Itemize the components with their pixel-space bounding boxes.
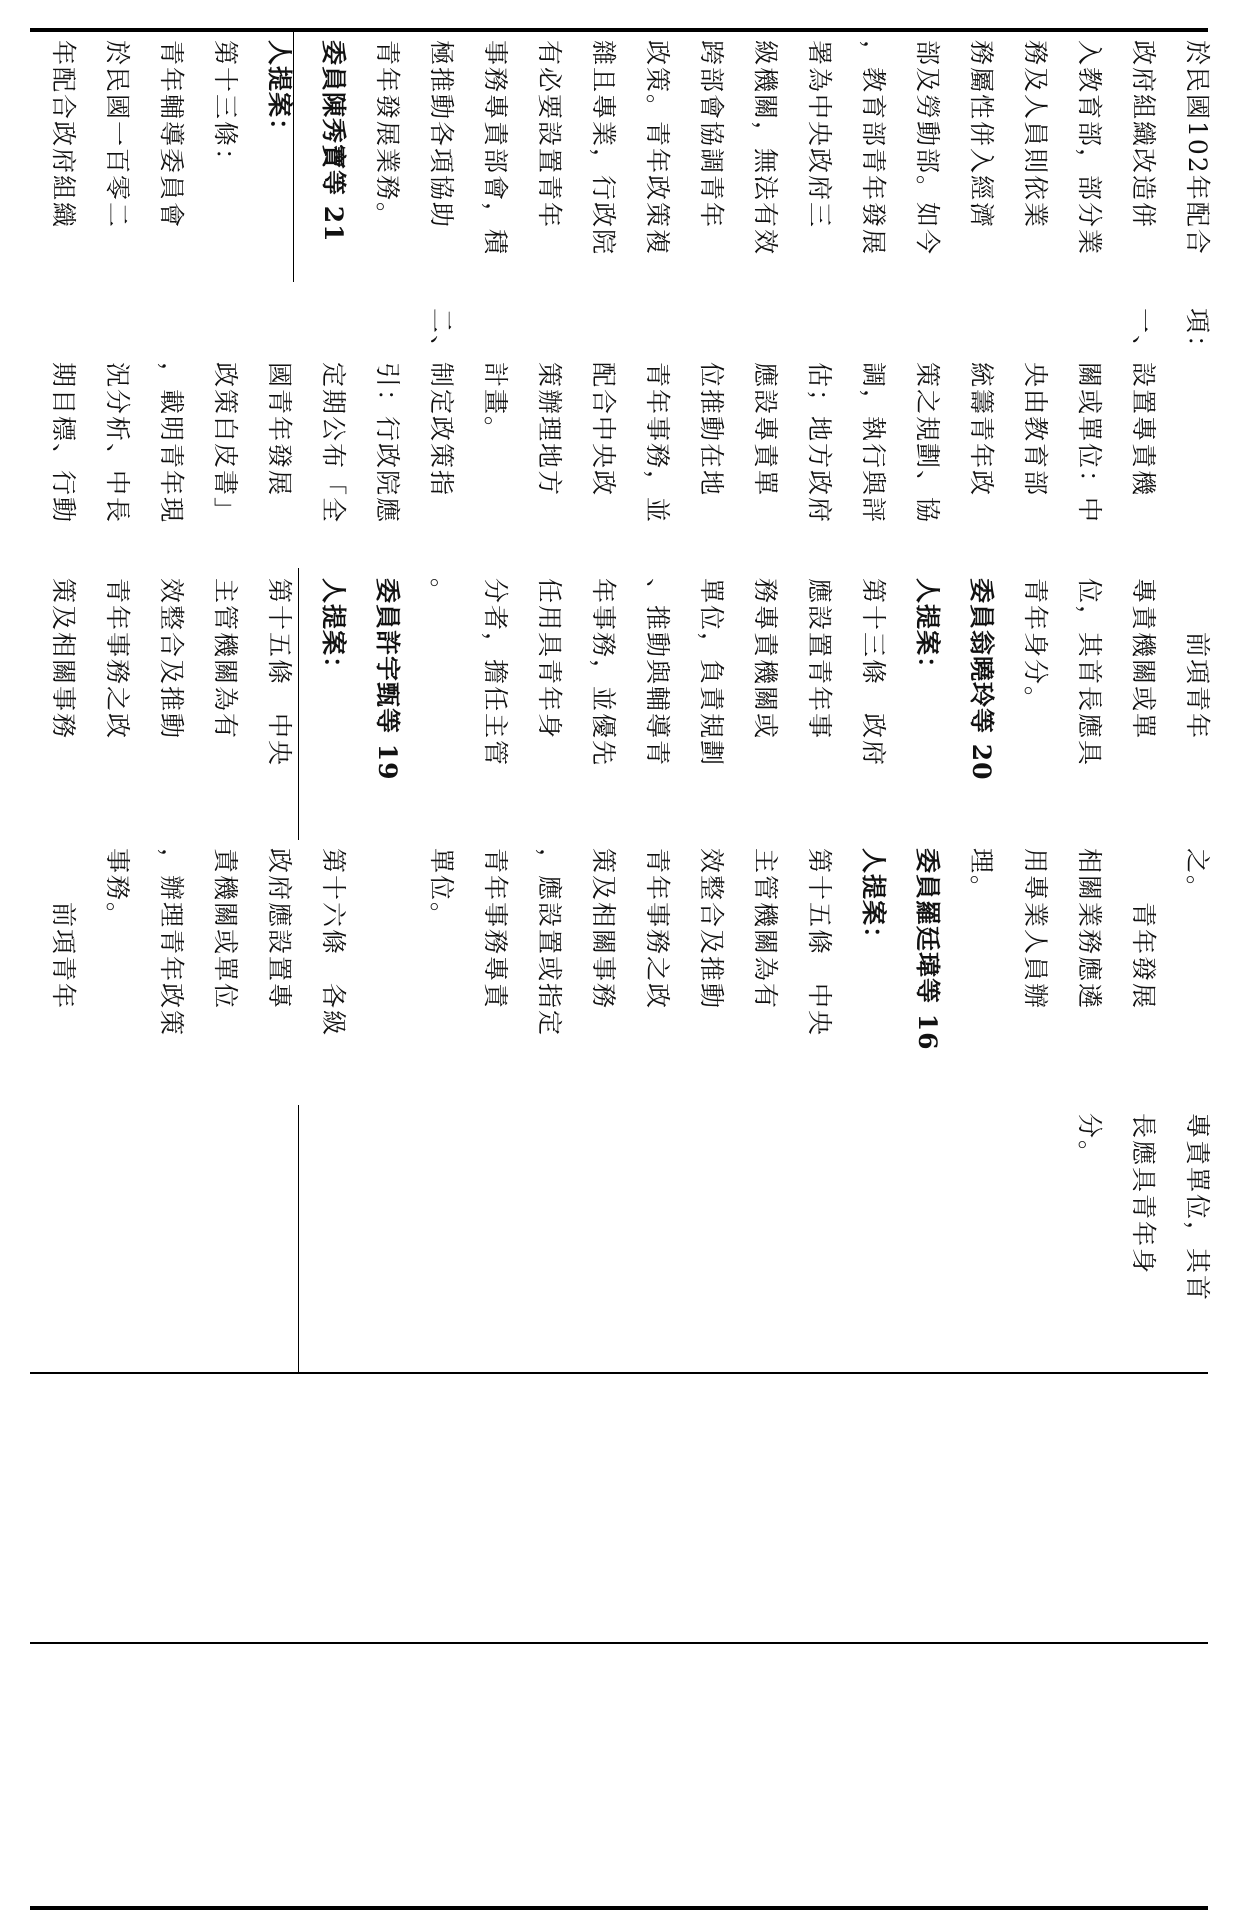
section-separator: [298, 1105, 299, 1372]
text-line: 央由教育部: [1021, 308, 1050, 498]
text-line: 配合中央政: [589, 308, 618, 498]
proposer-heading: 人提案：: [913, 578, 942, 683]
text-line: 青年事務之政: [643, 848, 672, 1011]
text-line: 署為中央政府三: [805, 40, 834, 230]
text-line: 任用具青年身: [535, 578, 564, 741]
text-line: 計畫。: [481, 308, 510, 444]
text-line: 第十三條：: [211, 40, 240, 176]
text-line: 青年身分。: [1021, 578, 1050, 714]
text-line: 、推動與輔導青: [643, 578, 672, 768]
text-line: 二、制定政策指: [427, 308, 456, 498]
text-line: 務專責機關或: [751, 578, 780, 741]
text-line: 務及人員則依業: [1021, 40, 1050, 230]
text-column: [36, 308, 1224, 524]
text-line: 專責機關或單: [1129, 578, 1158, 741]
text-line: 關或單位：中: [1075, 308, 1104, 525]
text-column: [1062, 1113, 1224, 1302]
text-line: 國青年發展: [265, 308, 294, 498]
text-line: 策辦理地方: [535, 308, 564, 498]
text-line: 一、設置專責機: [1129, 308, 1158, 498]
text-line: 有必要設置青年: [535, 40, 564, 230]
text-line: 之。: [1183, 848, 1212, 903]
text-line: 用專業人員辦: [1021, 848, 1050, 1011]
text-line: ，應設置或指定: [535, 848, 564, 1038]
text-line: 定期公布「全: [319, 308, 348, 525]
text-line: 第十六條 各級: [319, 848, 348, 1038]
proposer-heading: 委員陳秀寶等 21: [319, 40, 348, 243]
text-line: 青年事務，並: [643, 308, 672, 525]
text-line: 策及相關事務: [49, 578, 78, 741]
text-line: 級機關，無法有效: [751, 40, 780, 257]
proposer-heading: 人提案：: [859, 848, 888, 953]
proposer-heading: 委員許宇甄等 19: [373, 578, 402, 781]
proposer-heading: 人提案：: [319, 578, 348, 683]
text-line: 前項青年: [49, 848, 78, 1011]
text-line: 政府組織改造併: [1129, 40, 1158, 230]
text-line: 入教育部，部分業: [1075, 40, 1104, 257]
text-line: 第十五條 中央: [265, 578, 294, 768]
text-line: 位，其首長應具: [1075, 578, 1104, 768]
top-rule: [30, 28, 1208, 32]
text-line: 第十三條 政府: [859, 578, 888, 768]
text-line: 青年發展業務。: [373, 40, 402, 230]
text-line: 年配合政府組織: [49, 40, 78, 230]
text-line: 前項青年: [1183, 578, 1212, 741]
text-line: 青年輔導委員會: [157, 40, 186, 230]
text-line: 期目標、行動: [49, 308, 78, 525]
text-line: 政府應設置專: [265, 848, 294, 1011]
text-line: 位推動在地: [697, 308, 726, 498]
text-column: [36, 848, 1224, 1051]
divider-rule: [30, 1372, 1208, 1374]
text-line: 效整合及推動: [697, 848, 726, 1011]
text-line: 估；地方政府: [805, 308, 834, 525]
text-line: 於民國一百零二: [103, 40, 132, 230]
text-line: 理。: [967, 848, 996, 903]
text-line: ，載明青年現: [157, 308, 186, 525]
text-line: 極推動各項協助: [427, 40, 456, 230]
text-line: ，教育部青年發展: [859, 40, 888, 257]
text-line: 長應具青年身: [1129, 1113, 1158, 1276]
text-line: 部及勞動部。如今: [913, 40, 942, 257]
text-line: 事務。: [103, 848, 132, 930]
text-line: ，辦理青年政策: [157, 848, 186, 1038]
proposer-heading: 委員羅廷瑋等 16: [913, 848, 942, 1051]
text-line: 分。: [1075, 1113, 1104, 1168]
text-line: 分者，擔任主管: [481, 578, 510, 768]
text-line: [360, 848, 414, 1051]
text-line: 策及相關事務: [589, 848, 618, 1011]
text-line: 應設專責單: [751, 308, 780, 498]
text-column: [36, 578, 1224, 781]
text-line: 責機關或單位: [211, 848, 240, 1011]
text-line: 年事務，並優先: [589, 578, 618, 768]
text-line: 單位。: [427, 848, 456, 930]
proposer-heading: 委員翁曉玲等 20: [967, 578, 996, 781]
text-line: 項：: [1183, 308, 1212, 363]
text-line: 主管機關為有: [751, 848, 780, 1011]
text-line: 況分析、中長: [103, 308, 132, 525]
text-line: 調，執行與評: [859, 308, 888, 525]
text-line: 效整合及推動: [157, 578, 186, 741]
text-line: 政策白皮書」: [211, 308, 240, 525]
text-line: 青年事務之政: [103, 578, 132, 741]
text-line: 專責單位，其首: [1183, 1113, 1212, 1303]
text-column: [36, 40, 1224, 256]
text-line: 單位，負責規劃: [697, 578, 726, 768]
text-line: 務屬性併入經濟: [967, 40, 996, 230]
text-line: 青年事務專責: [481, 848, 510, 1011]
proposer-heading: 人提案：: [265, 40, 294, 145]
bottom-rule: [30, 1906, 1208, 1910]
text-line: 跨部會協調青年: [697, 40, 726, 230]
text-line: 。: [427, 578, 456, 606]
text-line: 相關業務應遴: [1075, 848, 1104, 1011]
text-line: 事務專責部會，積: [481, 40, 510, 257]
text-line: 統籌青年政: [967, 308, 996, 498]
text-line: 應設置青年事: [805, 578, 834, 741]
text-line: 於民國102年配合: [1183, 40, 1212, 256]
text-line: 主管機關為有: [211, 578, 240, 741]
text-line: 策之規劃、協: [913, 308, 942, 525]
divider-rule: [30, 1642, 1208, 1644]
text-line: 引：行政院應: [373, 308, 402, 525]
text-line: 第十五條 中央: [805, 848, 834, 1038]
text-line: 政策。青年政策複: [643, 40, 672, 257]
text-line: 雜且專業，行政院: [589, 40, 618, 257]
text-line: 青年發展: [1129, 848, 1158, 1011]
